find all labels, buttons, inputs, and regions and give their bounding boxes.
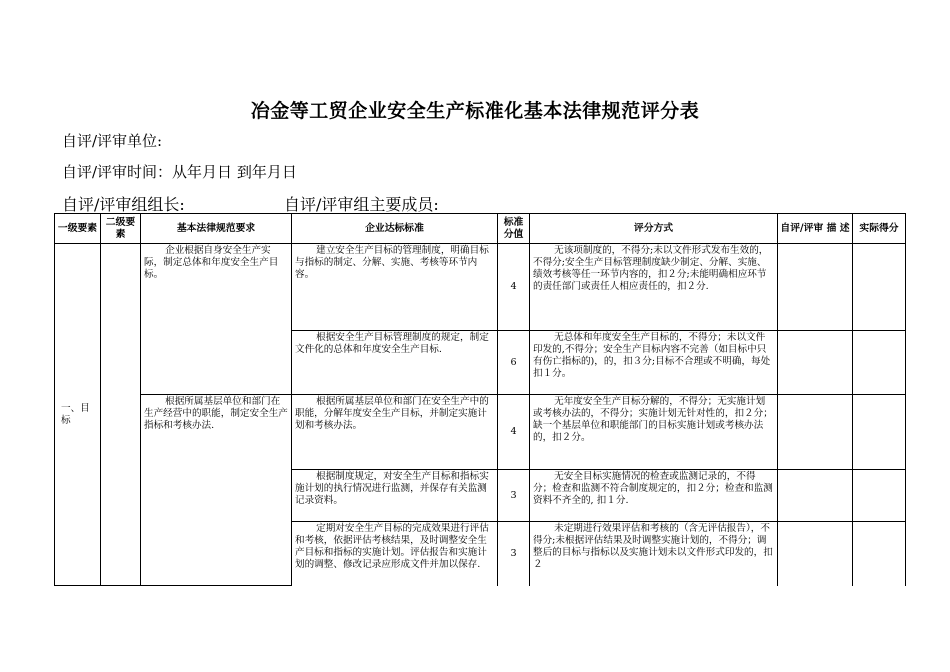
- method-cell: 无该项制度的，不得分;未以文件形式发布生效的，不得分;安全生产目标管理制度缺少制定、分解、实施、绩效考核等任一环节内容的，扣２分;未能明确相应环节的责任部门或责任人相应责任的，扣２分.: [530, 244, 778, 331]
- header-actual: 实际得分: [853, 214, 906, 244]
- unit-label: 自评/评审单位:: [62, 132, 163, 150]
- score-cell: 4: [498, 395, 530, 470]
- table-header-row: [55, 214, 906, 244]
- header-level1: 一级要素: [55, 214, 101, 244]
- review-cell[interactable]: [778, 395, 853, 470]
- standard-cell: 根据制度规定，对安全生产目标和指标实施计划的执行情况进行监测，并保存有关监测记录资料。: [292, 470, 498, 522]
- actual-score-cell[interactable]: [853, 470, 906, 522]
- review-cell[interactable]: [778, 470, 853, 522]
- header-score: 标准分值: [498, 214, 530, 244]
- review-cell[interactable]: [778, 522, 853, 586]
- scoring-table: [54, 213, 906, 586]
- standard-cell: 定期对安全生产目标的完成效果进行评估和考核，依据评估考核结果，及时调整安全生产目标和指标的实施计划。评估报告和实施计划的调整、修改记录应形成文件并加以保存.: [292, 522, 498, 586]
- members-label: 自评/评审组主要成员:: [284, 195, 439, 214]
- time-label: 自评/评审时间：从年月日 到年月日: [62, 163, 297, 181]
- score-cell: 4: [498, 244, 530, 331]
- actual-score-cell[interactable]: [853, 331, 906, 395]
- table-row: [55, 244, 906, 331]
- table-row: [55, 395, 906, 470]
- actual-score-cell[interactable]: [853, 395, 906, 470]
- score-cell: 3: [498, 470, 530, 522]
- header-requirement: 基本法律规范要求: [141, 214, 292, 244]
- review-cell[interactable]: [778, 244, 853, 331]
- standard-cell: 根据所属基层单位和部门在安全生产中的职能，分解年度安全生产目标，并制定实施计划和考核办法。: [292, 395, 498, 470]
- method-cell: 无总体和年度安全生产目标的，不得分；未以文件印发的,不得分；安全生产目标内容不完善（如目标中只有伤亡指标的)，的，扣３分;目标不合理或不明确，每处扣１分。: [530, 331, 778, 395]
- method-cell: 未定期进行效果评估和考核的（含无评估报告），不得分;未根据评估结果及时调整实施计划的，不得分；调整后的目标与指标以及实施计划未以文件形式印发的，扣２: [530, 522, 778, 586]
- requirement-cell: 根据所属基层单位和部门在生产经营中的职能，制定安全生产指标和考核办法.: [141, 395, 292, 586]
- header-method: 评分方式: [530, 214, 778, 244]
- document-title: 冶金等工贸企业安全生产标准化基本法律规范评分表: [250, 100, 700, 122]
- level2-cell: [101, 244, 141, 586]
- leader-label: 自评/评审组组长:: [62, 195, 185, 214]
- requirement-cell: 企业根据自身安全生产实际，制定总体和年度安全生产目标。: [141, 244, 292, 395]
- header-review: 自评/评审 描 述: [778, 214, 853, 244]
- method-cell: 无安全目标实施情况的检查或监测记录的，不得分；检查和监测不符合制度规定的，扣２分；检查和监测资料不齐全的, 扣１分.: [530, 470, 778, 522]
- standard-cell: 建立安全生产目标的管理制度，明确目标与指标的制定、分解、实施、考核等环节内容。: [292, 244, 498, 331]
- standard-cell: 根据安全生产目标管理制度的规定，制定文件化的总体和年度安全生产目标.: [292, 331, 498, 395]
- method-cell: 无年度安全生产目标分解的，不得分；无实施计划或考核办法的，不得分；实施计划无针对性的，扣２分；缺一个基层单位和职能部门的目标实施计划或考核办法的，扣２分。: [530, 395, 778, 470]
- leader-members-line: [62, 192, 439, 215]
- score-cell: 6: [498, 331, 530, 395]
- header-level2: 二级要素: [101, 214, 141, 244]
- review-cell[interactable]: [778, 331, 853, 395]
- level1-cell: 一、目标: [55, 244, 101, 586]
- actual-score-cell[interactable]: [853, 244, 906, 331]
- score-cell: 3: [498, 522, 530, 586]
- actual-score-cell[interactable]: [853, 522, 906, 586]
- header-standard: 企业达标标准: [292, 214, 498, 244]
